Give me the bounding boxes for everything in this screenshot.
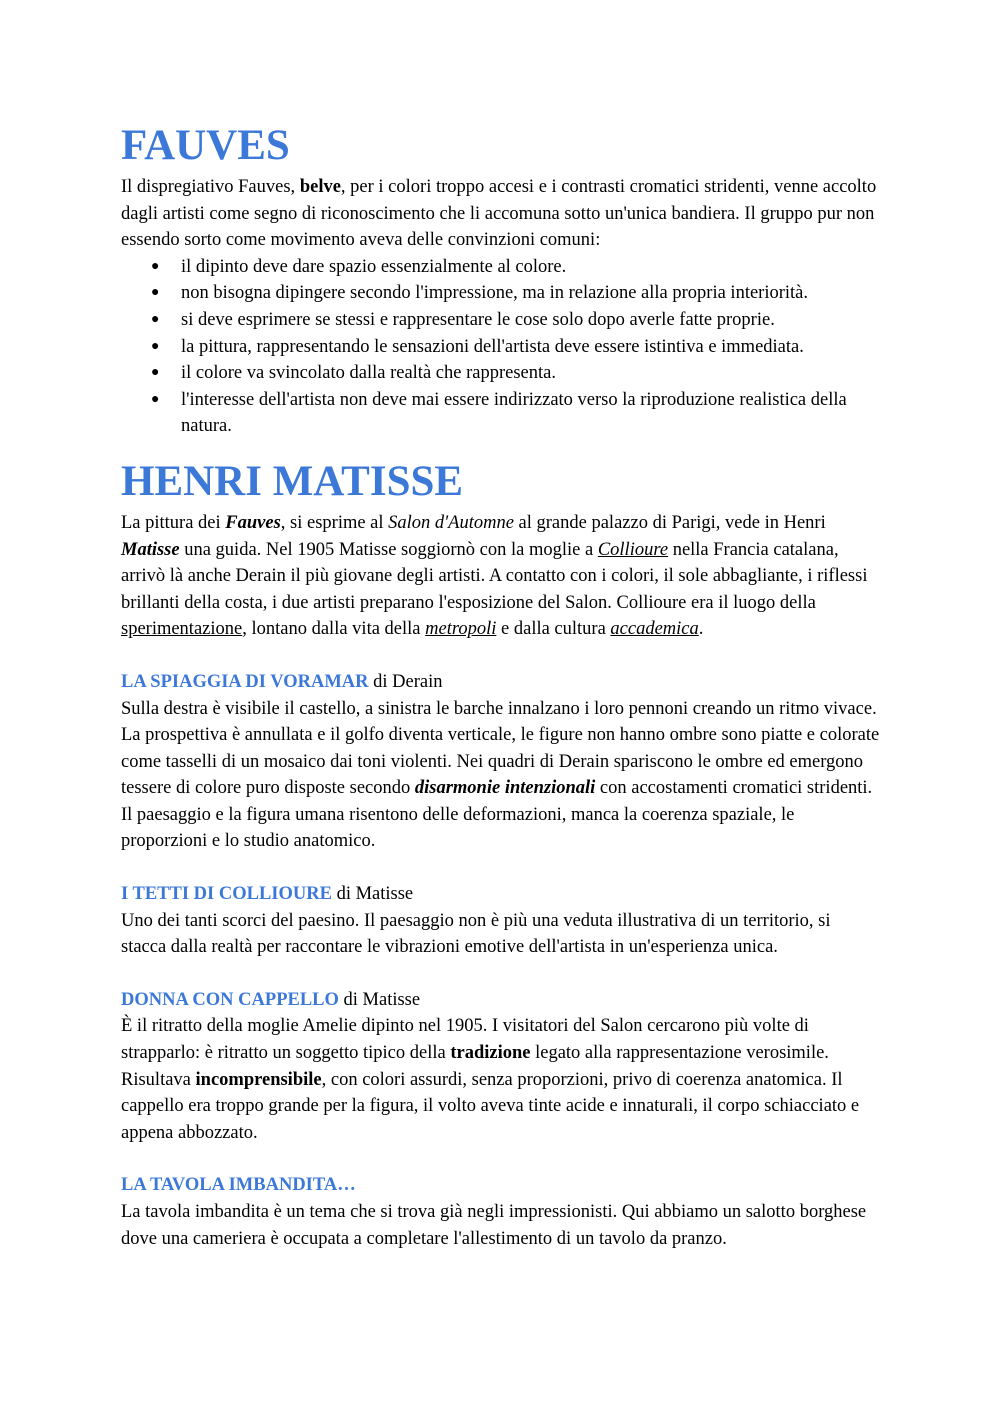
subheading-title: LA TAVOLA IMBANDITA… <box>121 1175 356 1196</box>
list-item-text: il colore va svincolato dalla realtà che rappresenta. <box>181 363 556 384</box>
intro-text: , per i colori troppo accesi e i contrasti cromatici stridenti, venne accolto dagli artisti come segno di riconoscimento che li accomuna sotto un'unica bandiera. Il gruppo pur non essendo sorto come movimento aveva delle convinzioni comuni: <box>121 177 877 251</box>
intro-text: Il dispregiativo Fauves, <box>121 177 300 197</box>
donna-paragraph <box>121 1013 880 1146</box>
bullet-icon: ● <box>151 365 160 381</box>
text-bold: incomprensibile <box>195 1069 322 1090</box>
subheading-author: di Matisse <box>331 884 414 905</box>
tavola-paragraph: La tavola imbandita è un tema che si trova già negli impressionisti. Qui abbiamo un salotto borghese dove una cameriera è occupata a completare l'allestimento di un tavolo da pranzo. <box>121 1202 867 1249</box>
fauves-intro <box>121 174 880 254</box>
list-item <box>151 254 880 281</box>
text-bold-italic: Fauves <box>225 512 281 533</box>
subheading-voramar <box>121 669 880 696</box>
list-item <box>151 280 880 307</box>
list-item <box>151 307 880 334</box>
text: al grande palazzo di Parigi, vede in Henri <box>513 512 826 533</box>
heading-henri-matisse: HENRI MATISSE <box>121 457 464 505</box>
voramar-paragraph <box>121 696 880 856</box>
heading-fauves: FAUVES <box>121 122 290 169</box>
list-item <box>151 387 880 440</box>
text-underlined: sperimentazione <box>121 619 243 640</box>
subheading-author: di Matisse <box>338 989 421 1010</box>
text: legato alla rappresentazione verosimile. Risultava <box>121 1043 829 1090</box>
text-italic-underlined: Collioure <box>597 539 669 560</box>
bullet-icon: ● <box>151 285 160 301</box>
intro-bold: belve <box>299 177 341 197</box>
text: Sulla destra è visibile il castello, a sinistra le barche innalzano i loro pennoni creando un ritmo vivace. La prospettiva è annullata e il golfo diventa verticale, le figure non hanno ombre sono piatte e colorate come tasselli di un mosaico dai toni violenti. Nei quadri di Derain spariscono le ombre ed emergono tessere di colore puro disposte secondo <box>121 698 880 799</box>
list-item <box>151 360 880 387</box>
text: e dalla cultura <box>496 619 611 640</box>
subheading-title: I TETTI DI COLLIOURE <box>121 884 332 905</box>
text-bold-italic: disarmonie intenzionali <box>414 778 596 799</box>
list-item-text: si deve esprimere se stessi e rappresentare le cose solo dopo averle fatte proprie. <box>181 309 775 330</box>
section-donna <box>121 987 880 1147</box>
subheading-title: DONNA CON CAPPELLO <box>121 989 339 1010</box>
text-italic-underlined: metropoli <box>425 619 497 640</box>
text: . <box>698 619 704 640</box>
section-tetti <box>121 881 880 961</box>
section-tavola <box>121 1172 880 1252</box>
bullet-icon: ● <box>151 311 160 327</box>
subheading-tavola <box>121 1172 880 1199</box>
list-item-text: non bisogna dipingere secondo l'impressione, ma in relazione alla propria interiorità. <box>181 283 809 304</box>
tetti-paragraph: Uno dei tanti scorci del paesino. Il paesaggio non è più una veduta illustrativa di un territorio, si stacca dalla realtà per raccontare le vibrazioni emotive dell'artista in un'esperienza unica. <box>121 910 831 958</box>
text: con accostamenti cromatici stridenti. Il paesaggio e la figura umana risentono delle deformazioni, manca la coerenza spaziale, le proporzioni e lo studio anatomico. <box>121 778 873 852</box>
subheading-donna <box>121 987 880 1014</box>
text: , si esprime al <box>280 512 389 533</box>
text: , lontano dalla vita della <box>242 619 426 640</box>
text: La pittura dei <box>121 512 226 533</box>
text: È il ritratto della moglie Amelie dipinto nel 1905. I visitatori del Salon cercarono più volte di strapparlo: è ritratto un soggetto tipico della <box>121 1016 809 1064</box>
subheading-author: di Derain <box>368 671 443 692</box>
list-item-text: la pittura, rappresentando le sensazioni dell'artista deve essere istintiva e immediata. <box>181 336 804 357</box>
subheading-title: LA SPIAGGIA DI VORAMAR <box>121 671 369 692</box>
text-italic-underlined: accademica <box>610 619 699 640</box>
matisse-paragraph <box>121 510 880 643</box>
text: una guida. Nel 1905 Matisse soggiornò con la moglie a <box>179 539 598 560</box>
fauves-bullet-list <box>121 254 880 440</box>
subheading-tetti <box>121 881 880 908</box>
text-bold-italic: Matisse <box>121 539 180 560</box>
bullet-icon: ● <box>151 338 160 354</box>
bullet-icon: ● <box>151 258 160 274</box>
text-italic: Salon d'Automne <box>388 512 514 533</box>
bullet-icon: ● <box>151 391 160 407</box>
list-item-text: il dipinto deve dare spazio essenzialmente al colore. <box>181 256 567 277</box>
text-bold: tradizione <box>450 1043 531 1064</box>
text: , con colori assurdi, senza proporzioni, privo di coerenza anatomica. Il cappello era troppo grande per la figura, il volto aveva tinte acide e innaturali, il corpo schiacciato e appena abbozzato. <box>121 1069 860 1143</box>
text: nella Francia catalana, arrivò là anche Derain il più giovane degli artisti. A contatto con i colori, il sole abbagliante, i riflessi brillanti della costa, i due artisti preparano l'esposizione del Salon. Collioure era il luogo della <box>121 539 868 613</box>
list-item-text: l'interesse dell'artista non deve mai essere indirizzato verso la riproduzione realistica della natura. <box>181 389 847 437</box>
section-voramar <box>121 669 880 855</box>
list-item <box>151 334 880 361</box>
